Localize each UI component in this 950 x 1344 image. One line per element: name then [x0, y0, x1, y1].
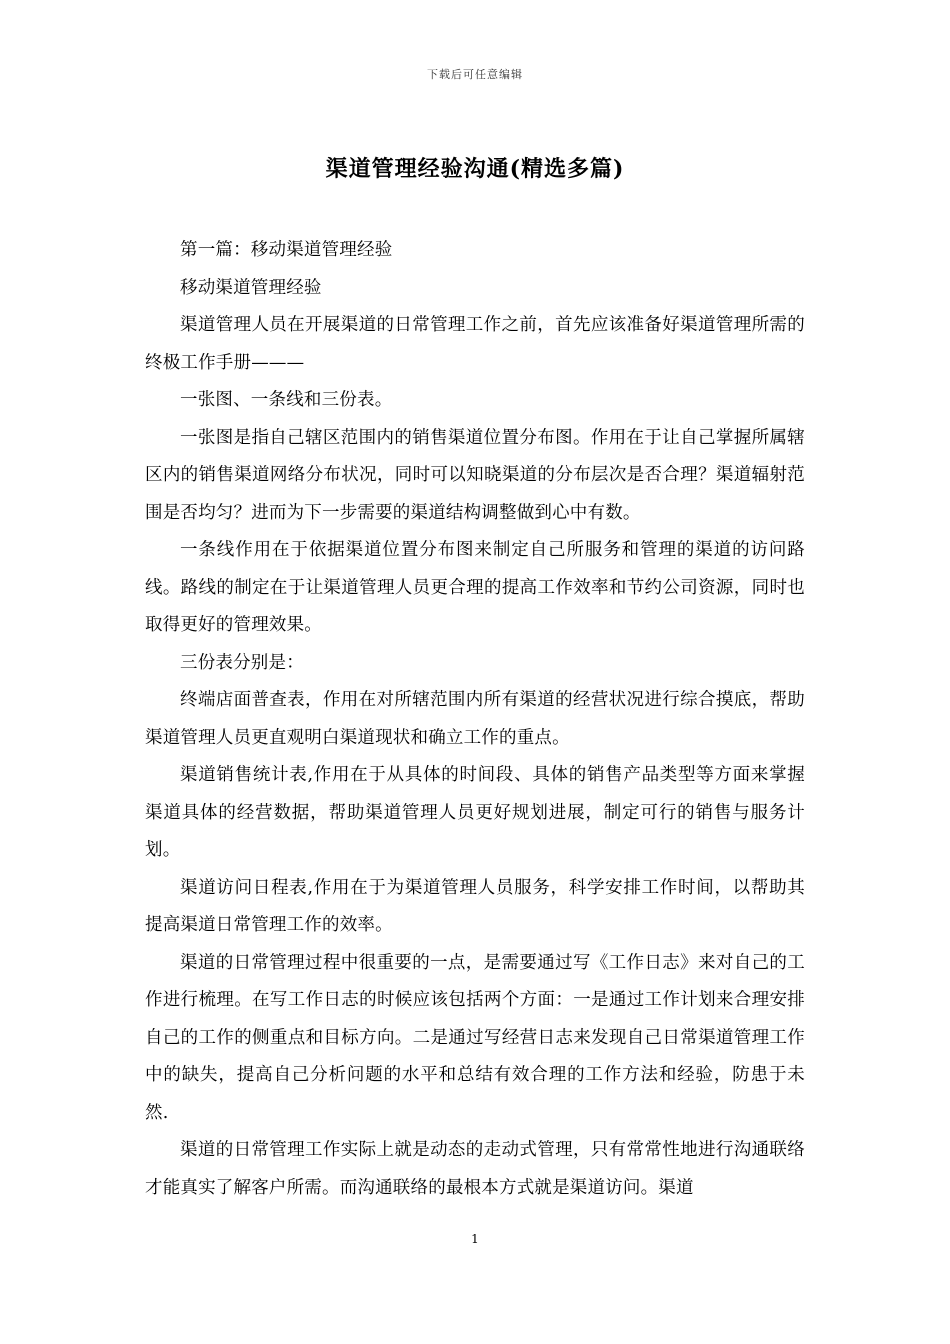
paragraph: 第一篇：移动渠道管理经验 — [180, 240, 393, 260]
paragraph: 一条线作用在于依据渠道位置分布图来制定自己所服务和管理的渠道的访问路线。路线的制定在于让渠道管理人员更合理的提高工作效率和节约公司资源，同时也取得更好的管理效果。 — [145, 540, 805, 635]
paragraph: 渠道管理人员在开展渠道的日常管理工作之前，首先应该准备好渠道管理所需的终极工作手册——— — [145, 315, 805, 373]
page-number: 1 — [471, 1232, 479, 1246]
paragraph: 三份表分别是： — [180, 652, 304, 673]
paragraph: 一张图是指自己辖区范围内的销售渠道位置分布图。作用在于让自己掌握所属辖区内的销售渠道网络分布状况，同时可以知晓渠道的分布层次是否合理？渠道辐射范围是否均匀？进而为下一步需要的渠道结构调整做到心中有数。 — [145, 427, 805, 523]
paragraph: 渠道访问日程表,作用在于为渠道管理人员服务，科学安排工作时间，以帮助其提高渠道日常管理工作的效率。 — [145, 877, 805, 935]
paragraph: 渠道的日常管理工作实际上就是动态的走动式管理，只有常常性地进行沟通联络才能真实了解客户所需。而沟通联络的最根本方式就是渠道访问。渠道 — [145, 1140, 805, 1198]
paragraph: 渠道销售统计表,作用在于从具体的时间段、具体的销售产品类型等方面来掌握渠道具体的经营数据，帮助渠道管理人员更好规划进展，制定可行的销售与服务计划。 — [145, 765, 805, 860]
document-title: 渠道管理经验沟通(精选多篇) — [325, 156, 625, 182]
paragraph: 渠道的日常管理过程中很重要的一点，是需要通过写《工作日志》来对自己的工作进行梳理。在写工作日志的时候应该包括两个方面：一是通过工作计划来合理安排自己的工作的侧重点和目标方向。二是通过写经营日志来发现自己日常渠道管理工作中的缺失，提高自己分析问题的水平和总结有效合理的工作方法和经验，防患于未然. — [145, 952, 805, 1123]
paragraph: 移动渠道管理经验 — [180, 277, 322, 298]
paragraph: 一张图、一条线和三份表。 — [180, 390, 393, 410]
paragraph: 终端店面普查表，作用在对所辖范围内所有渠道的经营状况进行综合摸底，帮助渠道管理人员更直观明白渠道现状和确立工作的重点。 — [145, 690, 805, 748]
document-body — [145, 232, 805, 1207]
header-note: 下载后可任意编辑 — [427, 68, 523, 81]
